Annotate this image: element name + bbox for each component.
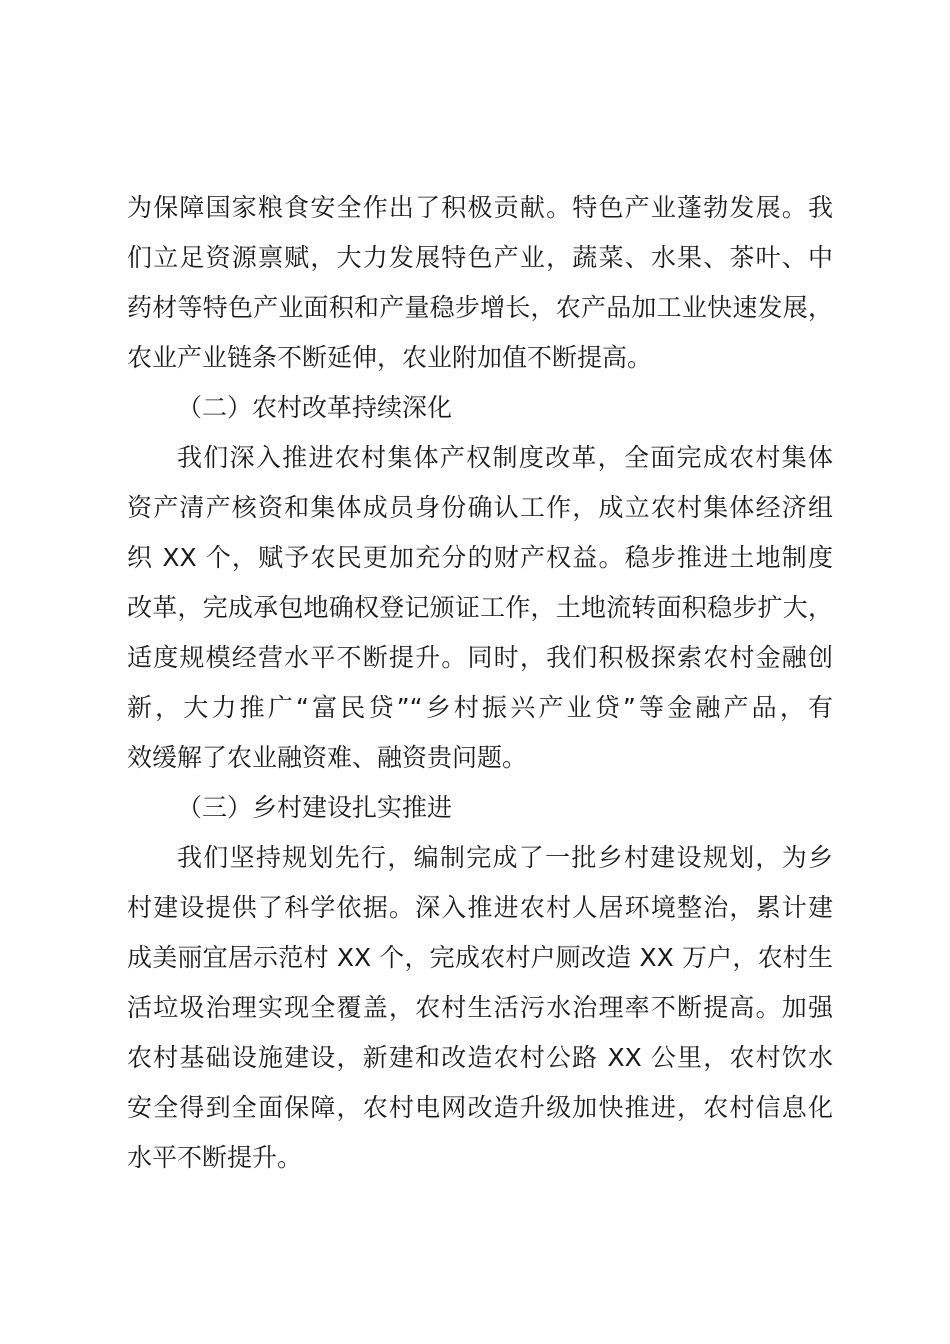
paragraph-line: 农业产业链条不断延伸，农业附加值不断提高。 [127,343,653,372]
paragraph-1 [127,183,833,383]
paragraph-line: 适度规模经营水平不断提升。同时，我们积极探索农村金融创 [127,643,833,672]
paragraph-3 [127,833,833,1183]
paragraph-line: 资产清产核资和集体成员身份确认工作，成立农村集体经济组 [127,493,833,522]
paragraph-line: 成美丽宜居示范村 XX 个，完成农村户厕改造 XX 万户，农村生 [127,943,833,972]
paragraph-line: 新，大力推广“富民贷”“乡村振兴产业贷”等金融产品，有 [127,693,833,722]
paragraph-line: 药材等特色产业面积和产量稳步增长，农产品加工业快速发展， [127,293,833,322]
paragraph-line: 改革，完成承包地确权登记颁证工作，土地流转面积稳步扩大， [127,593,833,622]
paragraph-line: 我们坚持规划先行，编制完成了一批乡村建设规划，为乡 [177,843,833,872]
document-body [127,183,833,1183]
paragraph-line: 活垃圾治理实现全覆盖，农村生活污水治理率不断提高。加强 [127,993,833,1022]
paragraph-line: 效缓解了农业融资难、融资贵问题。 [127,743,528,772]
section-heading-3: （三）乡村建设扎实推进 [177,793,453,822]
paragraph-2 [127,433,833,783]
paragraph-line: 为保障国家粮食安全作出了积极贡献。特色产业蓬勃发展。我 [127,193,833,222]
paragraph-line: 织 XX 个，赋予农民更加充分的财产权益。稳步推进土地制度 [127,543,833,572]
paragraph-line: 农村基础设施建设，新建和改造农村公路 XX 公里，农村饮水 [127,1043,833,1072]
paragraph-line: 水平不断提升。 [127,1143,303,1172]
paragraph-line: 们立足资源禀赋，大力发展特色产业，蔬菜、水果、茶叶、中 [127,243,833,272]
paragraph-line: 安全得到全面保障，农村电网改造升级加快推进，农村信息化 [127,1093,833,1122]
paragraph-line: 我们深入推进农村集体产权制度改革，全面完成农村集体 [177,443,833,472]
paragraph-line: 村建设提供了科学依据。深入推进农村人居环境整治，累计建 [127,893,833,922]
section-heading-2: （二）农村改革持续深化 [177,393,453,422]
